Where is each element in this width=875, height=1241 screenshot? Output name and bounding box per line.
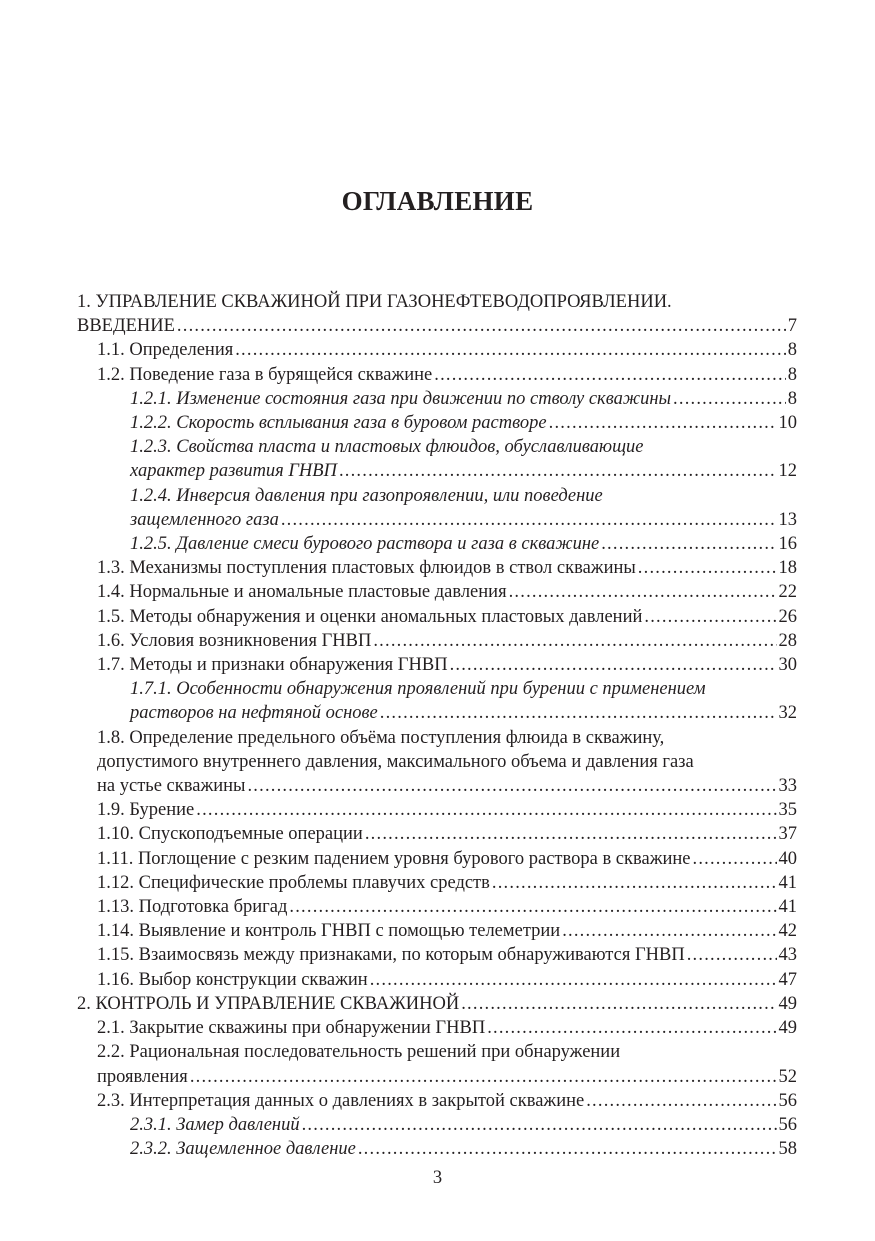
toc-entry-page: 18 [778, 558, 797, 579]
toc-entry[interactable] [0, 1040, 875, 1088]
toc-entry[interactable] [0, 1137, 875, 1161]
toc-entry-row [130, 508, 797, 532]
dot-leader [190, 1065, 777, 1089]
toc-entry-row [97, 1016, 797, 1040]
toc-entry-page: 8 [787, 364, 797, 385]
dot-leader [373, 629, 776, 653]
toc-entry-row [97, 847, 797, 871]
toc-entry[interactable] [0, 532, 875, 556]
dot-leader [586, 1089, 776, 1113]
toc-entry-page: 40 [778, 848, 797, 869]
toc-entry-page: 28 [778, 630, 797, 651]
toc-entry-row [97, 580, 797, 604]
toc-entry-title: 2. КОНТРОЛЬ И УПРАВЛЕНИЕ СКВАЖИНОЙ [77, 993, 460, 1014]
toc-entry[interactable] [0, 1089, 875, 1113]
toc-entry-page: 26 [778, 606, 797, 627]
toc-entry[interactable] [0, 435, 875, 483]
dot-leader [302, 1113, 777, 1137]
toc-entry-title: 1.6. Условия возникновения ГНВП [97, 630, 372, 651]
toc-entry-title: 2.3.2. Защемленное давление [130, 1139, 356, 1160]
page-title: ОГЛАВЛЕНИЕ [341, 186, 534, 216]
toc-entry[interactable] [0, 677, 875, 725]
toc-entry-row [97, 871, 797, 895]
dot-leader [673, 387, 786, 411]
toc-entry-page: 13 [778, 509, 797, 530]
toc-entry-row [77, 992, 797, 1016]
toc-entry-title-line: 1.8. Определение предельного объёма поступления флюида в скважину, [97, 727, 665, 748]
toc-entry-page: 41 [778, 872, 797, 893]
dot-leader [370, 968, 777, 992]
toc-entry-title-line: 1.2.4. Инверсия давления при газопроявлении, или поведение [130, 485, 603, 506]
toc-entry-title: 1.7. Методы и признаки обнаружения ГНВП [97, 655, 448, 676]
toc-entry-page: 56 [778, 1090, 797, 1111]
toc-entry-page: 35 [778, 800, 797, 821]
toc-entry-title: растворов на нефтяной основе [130, 703, 378, 724]
toc-entry-row [97, 895, 797, 919]
toc-entry-row [97, 629, 797, 653]
toc-entry[interactable] [0, 484, 875, 532]
toc-entry-title: на устье скважины [97, 776, 246, 797]
toc-entry[interactable] [0, 387, 875, 411]
toc-entry-row [97, 653, 797, 677]
toc-entry-row [97, 1089, 797, 1113]
dot-leader [380, 701, 777, 725]
toc-entry-row [97, 968, 797, 992]
dot-leader [601, 532, 776, 556]
toc-entry[interactable] [0, 1016, 875, 1040]
toc-entry-page: 10 [778, 413, 797, 434]
dot-leader [289, 895, 776, 919]
dot-leader [693, 847, 777, 871]
dot-leader [358, 1137, 777, 1161]
toc-entry-page: 42 [778, 921, 797, 942]
toc-entry-page: 52 [778, 1066, 797, 1087]
dot-leader [562, 919, 776, 943]
toc-entry-title: 1.15. Взаимосвязь между признаками, по которым обнаруживаются ГНВП [97, 945, 685, 966]
toc-entry-title: 1.2.5. Давление смеси бурового раствора и газа в скважине [130, 534, 600, 555]
toc-entry-row [130, 701, 797, 725]
toc-entry[interactable] [0, 338, 875, 362]
toc-entry[interactable] [0, 629, 875, 653]
toc-entry-title: проявления [97, 1066, 188, 1087]
toc-entry-title: 1.2.1. Изменение состояния газа при движении по стволу скважины [130, 388, 672, 409]
dot-leader [235, 338, 786, 362]
dot-leader [461, 992, 776, 1016]
toc-entry[interactable] [0, 798, 875, 822]
toc-entry[interactable] [0, 847, 875, 871]
toc-entry-row [130, 1137, 797, 1161]
toc-entry-title: 1.2. Поведение газа в бурящейся скважине [97, 364, 433, 385]
dot-leader [196, 798, 776, 822]
toc-entry-page: 33 [778, 776, 797, 797]
toc-entry-title: 1.4. Нормальные и аномальные пластовые давления [97, 582, 507, 603]
toc-entry-row [97, 798, 797, 822]
toc-entry-title: 1.14. Выявление и контроль ГНВП с помощью телеметрии [97, 921, 561, 942]
dot-leader [177, 314, 786, 338]
dot-leader [492, 871, 777, 895]
toc-entry[interactable] [0, 968, 875, 992]
toc-entry[interactable] [0, 992, 875, 1016]
toc-entry-title: 2.3. Интерпретация данных о давлениях в закрытой скважине [97, 1090, 585, 1111]
toc-entry-title: 1.3. Механизмы поступления пластовых флюидов в ствол скважины [97, 558, 636, 579]
dot-leader [644, 605, 776, 629]
toc-entry-page: 37 [778, 824, 797, 845]
toc-entry-row [97, 943, 797, 967]
toc-entry-title-line: допустимого внутреннего давления, максимального объема и давления газа [97, 751, 694, 772]
toc-entry[interactable] [0, 411, 875, 435]
dot-leader [339, 459, 777, 483]
toc-entry-page: 41 [778, 897, 797, 918]
toc-entry-page: 12 [778, 461, 797, 482]
toc-entry[interactable] [0, 943, 875, 967]
dot-leader [687, 943, 777, 967]
toc-entry[interactable] [0, 919, 875, 943]
toc-entry-title: характер развития ГНВП [130, 461, 337, 482]
toc-entry-row [97, 338, 797, 362]
toc-entry-page: 47 [778, 969, 797, 990]
dot-leader [281, 508, 777, 532]
toc-entry-title: ВВЕДЕНИЕ [77, 316, 175, 337]
toc-entry[interactable] [0, 1113, 875, 1137]
toc-entry[interactable] [0, 605, 875, 629]
toc-entry-page: 22 [778, 582, 797, 603]
toc-entry-title: 1.11. Поглощение с резким падением уровня бурового раствора в скважине [97, 848, 691, 869]
toc-entry[interactable] [0, 653, 875, 677]
toc-entry-page: 7 [787, 316, 797, 337]
toc-entry[interactable] [0, 556, 875, 580]
toc-entry[interactable] [0, 290, 875, 338]
toc-entry-page: 30 [778, 655, 797, 676]
toc-entry[interactable] [0, 363, 875, 387]
toc-entry-title: 1.5. Методы обнаружения и оценки аномальных пластовых давлений [97, 606, 643, 627]
toc-entry-title: 1.2.2. Скорость всплывания газа в буровом растворе [130, 413, 547, 434]
toc-entry-title: 2.3.1. Замер давлений [130, 1114, 300, 1135]
toc-entry-row [77, 314, 797, 338]
toc-entry-title-line: 1. УПРАВЛЕНИЕ СКВАЖИНОЙ ПРИ ГАЗОНЕФТЕВОДОПРОЯВЛЕНИИ. [77, 292, 672, 312]
toc-entry-page: 49 [778, 993, 797, 1014]
toc-entry-row [130, 411, 797, 435]
toc-entry-page: 16 [778, 534, 797, 555]
toc-entry-row [97, 774, 797, 798]
toc-entry[interactable] [0, 871, 875, 895]
toc-entry-page: 8 [787, 388, 797, 409]
dot-leader [638, 556, 777, 580]
toc-entry-row [97, 919, 797, 943]
toc-entry-row [97, 605, 797, 629]
toc-entry[interactable] [0, 580, 875, 604]
toc-entry-page: 58 [778, 1139, 797, 1160]
toc-entry-title-line: 1.2.3. Свойства пласта и пластовых флюидов, обуславливающие [130, 437, 644, 458]
table-of-contents [0, 290, 875, 1161]
toc-entry-title: 1.10. Спускоподъемные операции [97, 824, 363, 845]
toc-entry[interactable] [0, 895, 875, 919]
toc-entry-title-line: 2.2. Рациональная последовательность решений при обнаружении [97, 1042, 621, 1063]
toc-entry-row [130, 387, 797, 411]
toc-entry-title: 1.12. Специфические проблемы плавучих средств [97, 872, 490, 893]
toc-entry-title: защемленного газа [130, 509, 279, 530]
toc-entry-row [130, 459, 797, 483]
toc-entry[interactable] [0, 726, 875, 799]
dot-leader [247, 774, 776, 798]
toc-entry-page: 43 [778, 945, 797, 966]
toc-entry-title: 1.16. Выбор конструкции скважин [97, 969, 368, 990]
dot-leader [487, 1016, 776, 1040]
toc-entry-row [130, 1113, 797, 1137]
toc-entry-title: 1.9. Бурение [97, 800, 195, 821]
toc-entry-title: 1.13. Подготовка бригад [97, 897, 288, 918]
toc-entry-title: 1.1. Определения [97, 340, 234, 361]
dot-leader [365, 822, 777, 846]
dot-leader [434, 363, 785, 387]
toc-entry-page: 56 [778, 1114, 797, 1135]
toc-entry-row [130, 532, 797, 556]
toc-entry-page: 49 [778, 1018, 797, 1039]
dot-leader [509, 580, 777, 604]
toc-entry-row [97, 363, 797, 387]
toc-entry-page: 8 [787, 340, 797, 361]
page-number: 3 [432, 1168, 443, 1188]
toc-entry-row [97, 556, 797, 580]
dot-leader [549, 411, 777, 435]
toc-entry-row [97, 1065, 797, 1089]
toc-entry-title: 2.1. Закрытие скважины при обнаружении ГНВП [97, 1018, 486, 1039]
toc-entry-page: 32 [778, 703, 797, 724]
toc-entry-row [97, 822, 797, 846]
dot-leader [450, 653, 777, 677]
toc-entry-title-line: 1.7.1. Особенности обнаружения проявлений при бурении с применением [130, 679, 706, 700]
toc-entry[interactable] [0, 822, 875, 846]
